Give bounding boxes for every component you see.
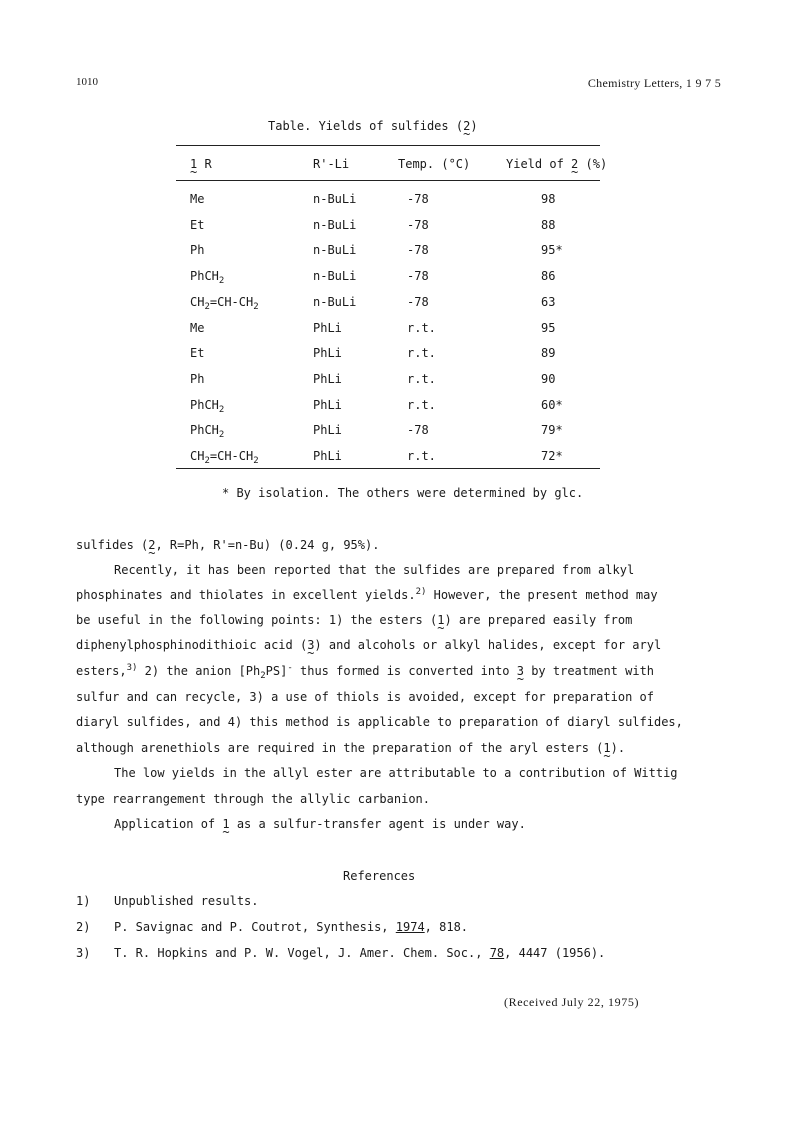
references-heading: References bbox=[343, 869, 416, 883]
cell-rli: PhLi bbox=[313, 372, 342, 386]
body-line-3: phosphinates and thiolates in excellent yields.$^{2)}$ However, the present method may bbox=[76, 587, 658, 602]
cell-yield: 95* bbox=[541, 243, 563, 257]
cell-yield: 90 bbox=[541, 372, 556, 386]
cell-temp: -78 bbox=[407, 218, 429, 232]
received-date: (Received July 22, 1975) bbox=[504, 995, 640, 1009]
cell-r: $CH_2=CH-CH_2$ bbox=[190, 295, 259, 312]
journal-running-head: Chemistry Letters, 1 9 7 5 bbox=[587, 76, 721, 90]
body-line-6: esters,$^{3)}$ 2) the anion $[Ph_2PS]^-$ thus formed is converted into 3 ~ by treatment with bbox=[76, 664, 654, 678]
cell-r: Et bbox=[190, 346, 205, 360]
cell-r: PhCH$_2$ bbox=[190, 269, 225, 286]
cell-temp: -78 bbox=[407, 243, 429, 257]
cell-yield: 88 bbox=[541, 218, 556, 232]
cell-rli: n-BuLi bbox=[313, 218, 357, 232]
column-header-rli: R'-Li bbox=[313, 157, 350, 171]
cell-rli: PhLi bbox=[313, 321, 342, 335]
cell-yield: 79* bbox=[541, 423, 563, 437]
cell-yield: 98 bbox=[541, 192, 556, 206]
body-line-1: sulfides (2 ~, R=Ph, R'=n-Bu) (0.24 g, 95%). bbox=[76, 538, 379, 552]
reference-1-text: Unpublished results. bbox=[114, 894, 259, 908]
column-header-temp: Temp. (°C) bbox=[398, 157, 471, 171]
reference-2-text: P. Savignac and P. Coutrot, Synthesis, 1974, 818. bbox=[114, 920, 469, 934]
body-line-10: The low yields in the allyl ester are attributable to a contribution of Wittig bbox=[114, 766, 678, 780]
cell-r: PhCH$_2$ bbox=[190, 423, 225, 440]
reference-2-number: 2) bbox=[76, 920, 91, 934]
cell-temp: -78 bbox=[407, 423, 429, 437]
body-line-2: Recently, it has been reported that the sulfides are prepared from alkyl bbox=[114, 563, 635, 577]
cell-r: Et bbox=[190, 218, 205, 232]
table-header-rule bbox=[176, 180, 600, 181]
table-caption: Table. Yields of sulfides (2 ~) bbox=[268, 119, 478, 133]
cell-yield: 60* bbox=[541, 398, 563, 412]
cell-yield: 95 bbox=[541, 321, 556, 335]
cell-temp: r.t. bbox=[407, 372, 436, 386]
table-top-rule bbox=[176, 145, 600, 146]
cell-rli: n-BuLi bbox=[313, 243, 357, 257]
cell-r: PhCH$_2$ bbox=[190, 398, 225, 415]
body-line-8: diaryl sulfides, and 4) this method is applicable to preparation of diaryl sulfides, bbox=[76, 715, 683, 729]
cell-rli: n-BuLi bbox=[313, 295, 357, 309]
cell-temp: r.t. bbox=[407, 346, 436, 360]
cell-temp: r.t. bbox=[407, 321, 436, 335]
cell-yield: 63 bbox=[541, 295, 556, 309]
table-footnote: * By isolation. The others were determined by glc. bbox=[222, 486, 584, 500]
cell-r: Me bbox=[190, 321, 205, 335]
body-line-4: be useful in the following points: 1) the esters (1 ~) are prepared easily from bbox=[76, 613, 632, 627]
cell-rli: n-BuLi bbox=[313, 269, 357, 283]
body-line-7: sulfur and can recycle, 3) a use of thiols is avoided, except for preparation of bbox=[76, 690, 654, 704]
cell-rli: n-BuLi bbox=[313, 192, 357, 206]
cell-r: $CH_2=CH-CH_2$ bbox=[190, 449, 259, 466]
cell-r: Ph bbox=[190, 243, 205, 257]
body-line-11: type rearrangement through the allylic carbanion. bbox=[76, 792, 431, 806]
cell-temp: r.t. bbox=[407, 449, 436, 463]
cell-r: Ph bbox=[190, 372, 205, 386]
body-line-5: diphenylphosphinodithioic acid (3 ~) and alcohols or alkyl halides, except for aryl bbox=[76, 638, 661, 652]
cell-rli: PhLi bbox=[313, 398, 342, 412]
cell-yield: 89 bbox=[541, 346, 556, 360]
body-line-12: Application of 1 ~ as a sulfur-transfer agent is under way. bbox=[114, 817, 526, 831]
reference-3-text: T. R. Hopkins and P. W. Vogel, J. Amer. Chem. Soc., 78, 4447 (1956). bbox=[114, 946, 606, 960]
cell-yield: 86 bbox=[541, 269, 556, 283]
column-header-yield: Yield of 2 ~ (%) bbox=[506, 157, 607, 171]
cell-rli: PhLi bbox=[313, 346, 342, 360]
body-line-9: although arenethiols are required in the preparation of the aryl esters (1 ~). bbox=[76, 741, 625, 755]
cell-rli: PhLi bbox=[313, 423, 342, 437]
cell-yield: 72* bbox=[541, 449, 563, 463]
cell-temp: r.t. bbox=[407, 398, 436, 412]
cell-temp: -78 bbox=[407, 295, 429, 309]
reference-1-number: 1) bbox=[76, 894, 91, 908]
cell-temp: -78 bbox=[407, 192, 429, 206]
table-bottom-rule bbox=[176, 468, 600, 469]
column-header-r: 1 ~ R bbox=[190, 157, 212, 171]
page-number: 1010 bbox=[76, 76, 98, 88]
cell-rli: PhLi bbox=[313, 449, 342, 463]
cell-temp: -78 bbox=[407, 269, 429, 283]
cell-r: Me bbox=[190, 192, 205, 206]
reference-3-number: 3) bbox=[76, 946, 91, 960]
